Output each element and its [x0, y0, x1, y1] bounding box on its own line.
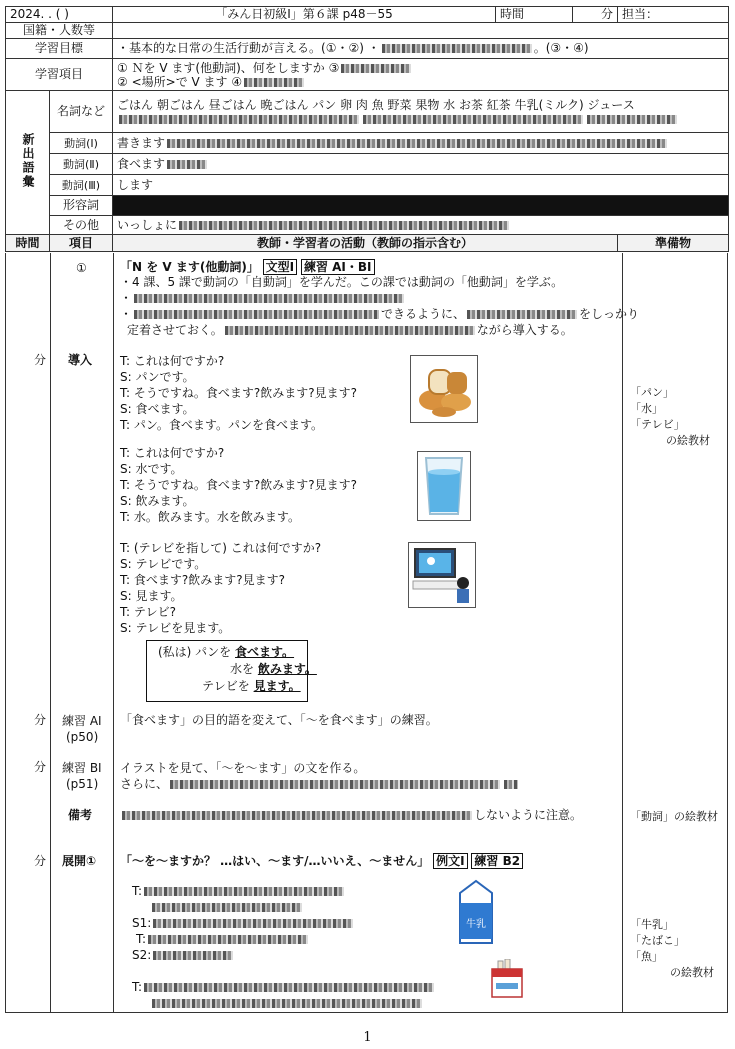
verb2-label: 動詞(Ⅱ) — [50, 154, 113, 175]
pattern-line: 水を 飲みます。 — [230, 662, 317, 676]
date-cell: 2024. . ( ) — [6, 7, 113, 23]
verb3-label: 動詞(Ⅲ) — [50, 175, 113, 196]
teacher-label: 担当： — [618, 7, 729, 23]
divider — [622, 253, 623, 1012]
redacted-text — [122, 811, 472, 820]
remarks-text: しないように注意。 — [120, 808, 582, 823]
redacted-text — [225, 326, 475, 335]
cigarette-pack-icon — [488, 959, 526, 999]
water-glass-icon — [418, 452, 470, 520]
redacted-text — [152, 999, 422, 1008]
intro-note: 定着させておく。 ながら導入する。 — [127, 323, 573, 337]
practice-b-label: 練習 BⅠ (p51) — [62, 761, 102, 791]
practice-a-label: 練習 AⅠ (p50) — [62, 714, 102, 744]
develop-dialogue: T: S1: T: S2: — [132, 883, 355, 963]
redacted-text — [134, 294, 404, 303]
dialogue-tv: T: (テレビを指して) これは何ですか? S: テレビです。 T: 食べます?飲みます?見ます? S: 見ます。 T: テレビ? S: テレビを見ます。 — [120, 541, 322, 635]
items-text: ① Ｎを V ます(他動詞)、何をしますか ③ ② <場所>で V ます ④ — [113, 59, 729, 91]
redacted-text — [152, 903, 302, 912]
nationality-value — [113, 23, 729, 39]
intro-minutes: 分 — [34, 353, 47, 367]
practice-b-text: イラストを見て、「～を～ます」の文を作る。 さらに、 — [120, 760, 520, 792]
other-text: いっしょに — [113, 216, 729, 235]
intro-title: 「N を V ます(他動詞)」 文型Ⅰ 練習 AⅠ・BⅠ — [120, 260, 375, 275]
col-item: 項目 — [50, 235, 113, 252]
minutes-label: 分 — [573, 7, 618, 23]
verb3-text: します — [113, 175, 729, 196]
develop-dialogue-t3: T: — [132, 980, 436, 995]
redacted-text — [144, 887, 344, 896]
redacted-text — [341, 64, 411, 73]
bread-picture — [410, 355, 478, 423]
develop-materials: 「牛乳」 「たばこ」 「魚」 の絵教材 — [630, 918, 714, 979]
dialogue-water: T: これは何ですか? S: 水です。 T: そうですね。食べます?飲みます?見ます? S: 飲みます。 T: 水。飲みます。水を飲みます。 — [120, 446, 357, 524]
verb2-text: 食べます — [113, 154, 729, 175]
noun-label: 名詞など — [50, 91, 113, 133]
dialogue-bread: T: これは何ですか? S: パンです。 T: そうですね。食べます?飲みます?見ます? S: 食べます。 T: パン。食べます。パンを食べます。 — [120, 354, 357, 432]
header-table — [5, 6, 729, 252]
verb1-text: 書きます — [113, 133, 729, 154]
page-number: 1 — [363, 1030, 372, 1045]
vocab-section-label: 新出語彙 — [6, 91, 50, 235]
col-activity: 教師・学習者の活動（教師の指示含む） — [113, 235, 618, 252]
milk-label: 牛乳 — [466, 919, 486, 930]
divider — [50, 253, 51, 1012]
television-icon — [409, 543, 475, 607]
practice-a-text: 「食べます」の目的語を変えて、「～を食べます」の練習。 — [120, 713, 438, 727]
practice-a-minutes: 分 — [34, 713, 47, 727]
remarks-label: 備考 — [68, 808, 93, 822]
intro-materials: 「パン」 「水」 「テレビ」 の絵教材 — [630, 386, 710, 447]
nationality-label: 国籍・人数等 — [6, 23, 113, 39]
practice-b-minutes: 分 — [34, 760, 47, 774]
pattern-line: (私は) パンを 食べます。 — [158, 645, 295, 659]
pattern-badge: 文型Ⅰ — [263, 259, 297, 275]
intro-number: ① — [76, 261, 87, 275]
practice-badge: 練習 B2 — [471, 853, 523, 869]
redacted-text — [504, 780, 518, 789]
example-badge: 例文Ⅰ — [433, 853, 467, 869]
redacted-text — [148, 935, 308, 944]
other-label: その他 — [50, 216, 113, 235]
activity-section — [5, 253, 728, 1013]
items-label: 学習項目 — [6, 59, 113, 91]
course-title: 「みん日初級Ⅰ」第６課 p48－55 — [113, 7, 496, 23]
practice-badge: 練習 AⅠ・BⅠ — [301, 259, 375, 275]
redacted-text — [153, 951, 233, 960]
adj-redacted — [113, 196, 729, 216]
redacted-text — [244, 78, 304, 87]
redacted-text — [167, 139, 667, 148]
develop-dialogue-cont — [150, 996, 424, 1011]
redacted-text — [467, 310, 577, 319]
verb1-label: 動詞(Ⅰ) — [50, 133, 113, 154]
col-materials: 準備物 — [618, 235, 729, 252]
tv-picture — [408, 542, 476, 608]
redacted-text — [382, 44, 532, 53]
adj-label: 形容詞 — [50, 196, 113, 216]
redacted-text — [134, 310, 379, 319]
remarks-material: 「動詞」の絵教材 — [630, 810, 718, 823]
redacted-text — [167, 160, 207, 169]
develop-label: 展開① — [62, 854, 97, 868]
goal-label: 学習目標 — [6, 39, 113, 59]
intro-note: ・4 課、5 課で動詞の「自動詞」を学んだ。この課では動詞の「他動詞」を学ぶ。 — [120, 275, 564, 289]
intro-note: ・ — [120, 291, 406, 306]
redacted-text — [144, 983, 434, 992]
milk-carton-icon — [452, 879, 500, 947]
redacted-text — [363, 115, 583, 124]
bread-icon — [411, 356, 477, 422]
redacted-text — [170, 780, 500, 789]
redacted-text — [119, 115, 359, 124]
divider — [113, 253, 114, 1012]
water-picture — [417, 451, 471, 521]
redacted-text — [153, 919, 353, 928]
time-label: 時間 — [496, 7, 573, 23]
pattern-line: テレビを 見ます。 — [202, 679, 301, 693]
redacted-text — [179, 221, 509, 230]
col-time: 時間 — [6, 235, 50, 252]
redacted-text — [587, 115, 677, 124]
develop-minutes: 分 — [34, 854, 47, 868]
goal-text: ・基本的な日常の生活行動が言える。(①・②) ・ 。(③・④) — [113, 39, 729, 59]
milk-picture — [452, 879, 500, 947]
noun-text: ごはん 朝ごはん 昼ごはん 晩ごはん パン 卵 肉 魚 野菜 果物 水 お茶 紅茶 牛乳(ミルク) ジュース — [113, 91, 729, 133]
cigarette-picture — [488, 959, 526, 999]
intro-stage: 導入 — [68, 353, 93, 367]
intro-note: ・ できるように、 をしっかり — [120, 307, 640, 321]
develop-title: 「～を～ますか？ …はい、～ます/…いいえ、～ません」 例文Ⅰ 練習 B2 — [120, 854, 523, 869]
